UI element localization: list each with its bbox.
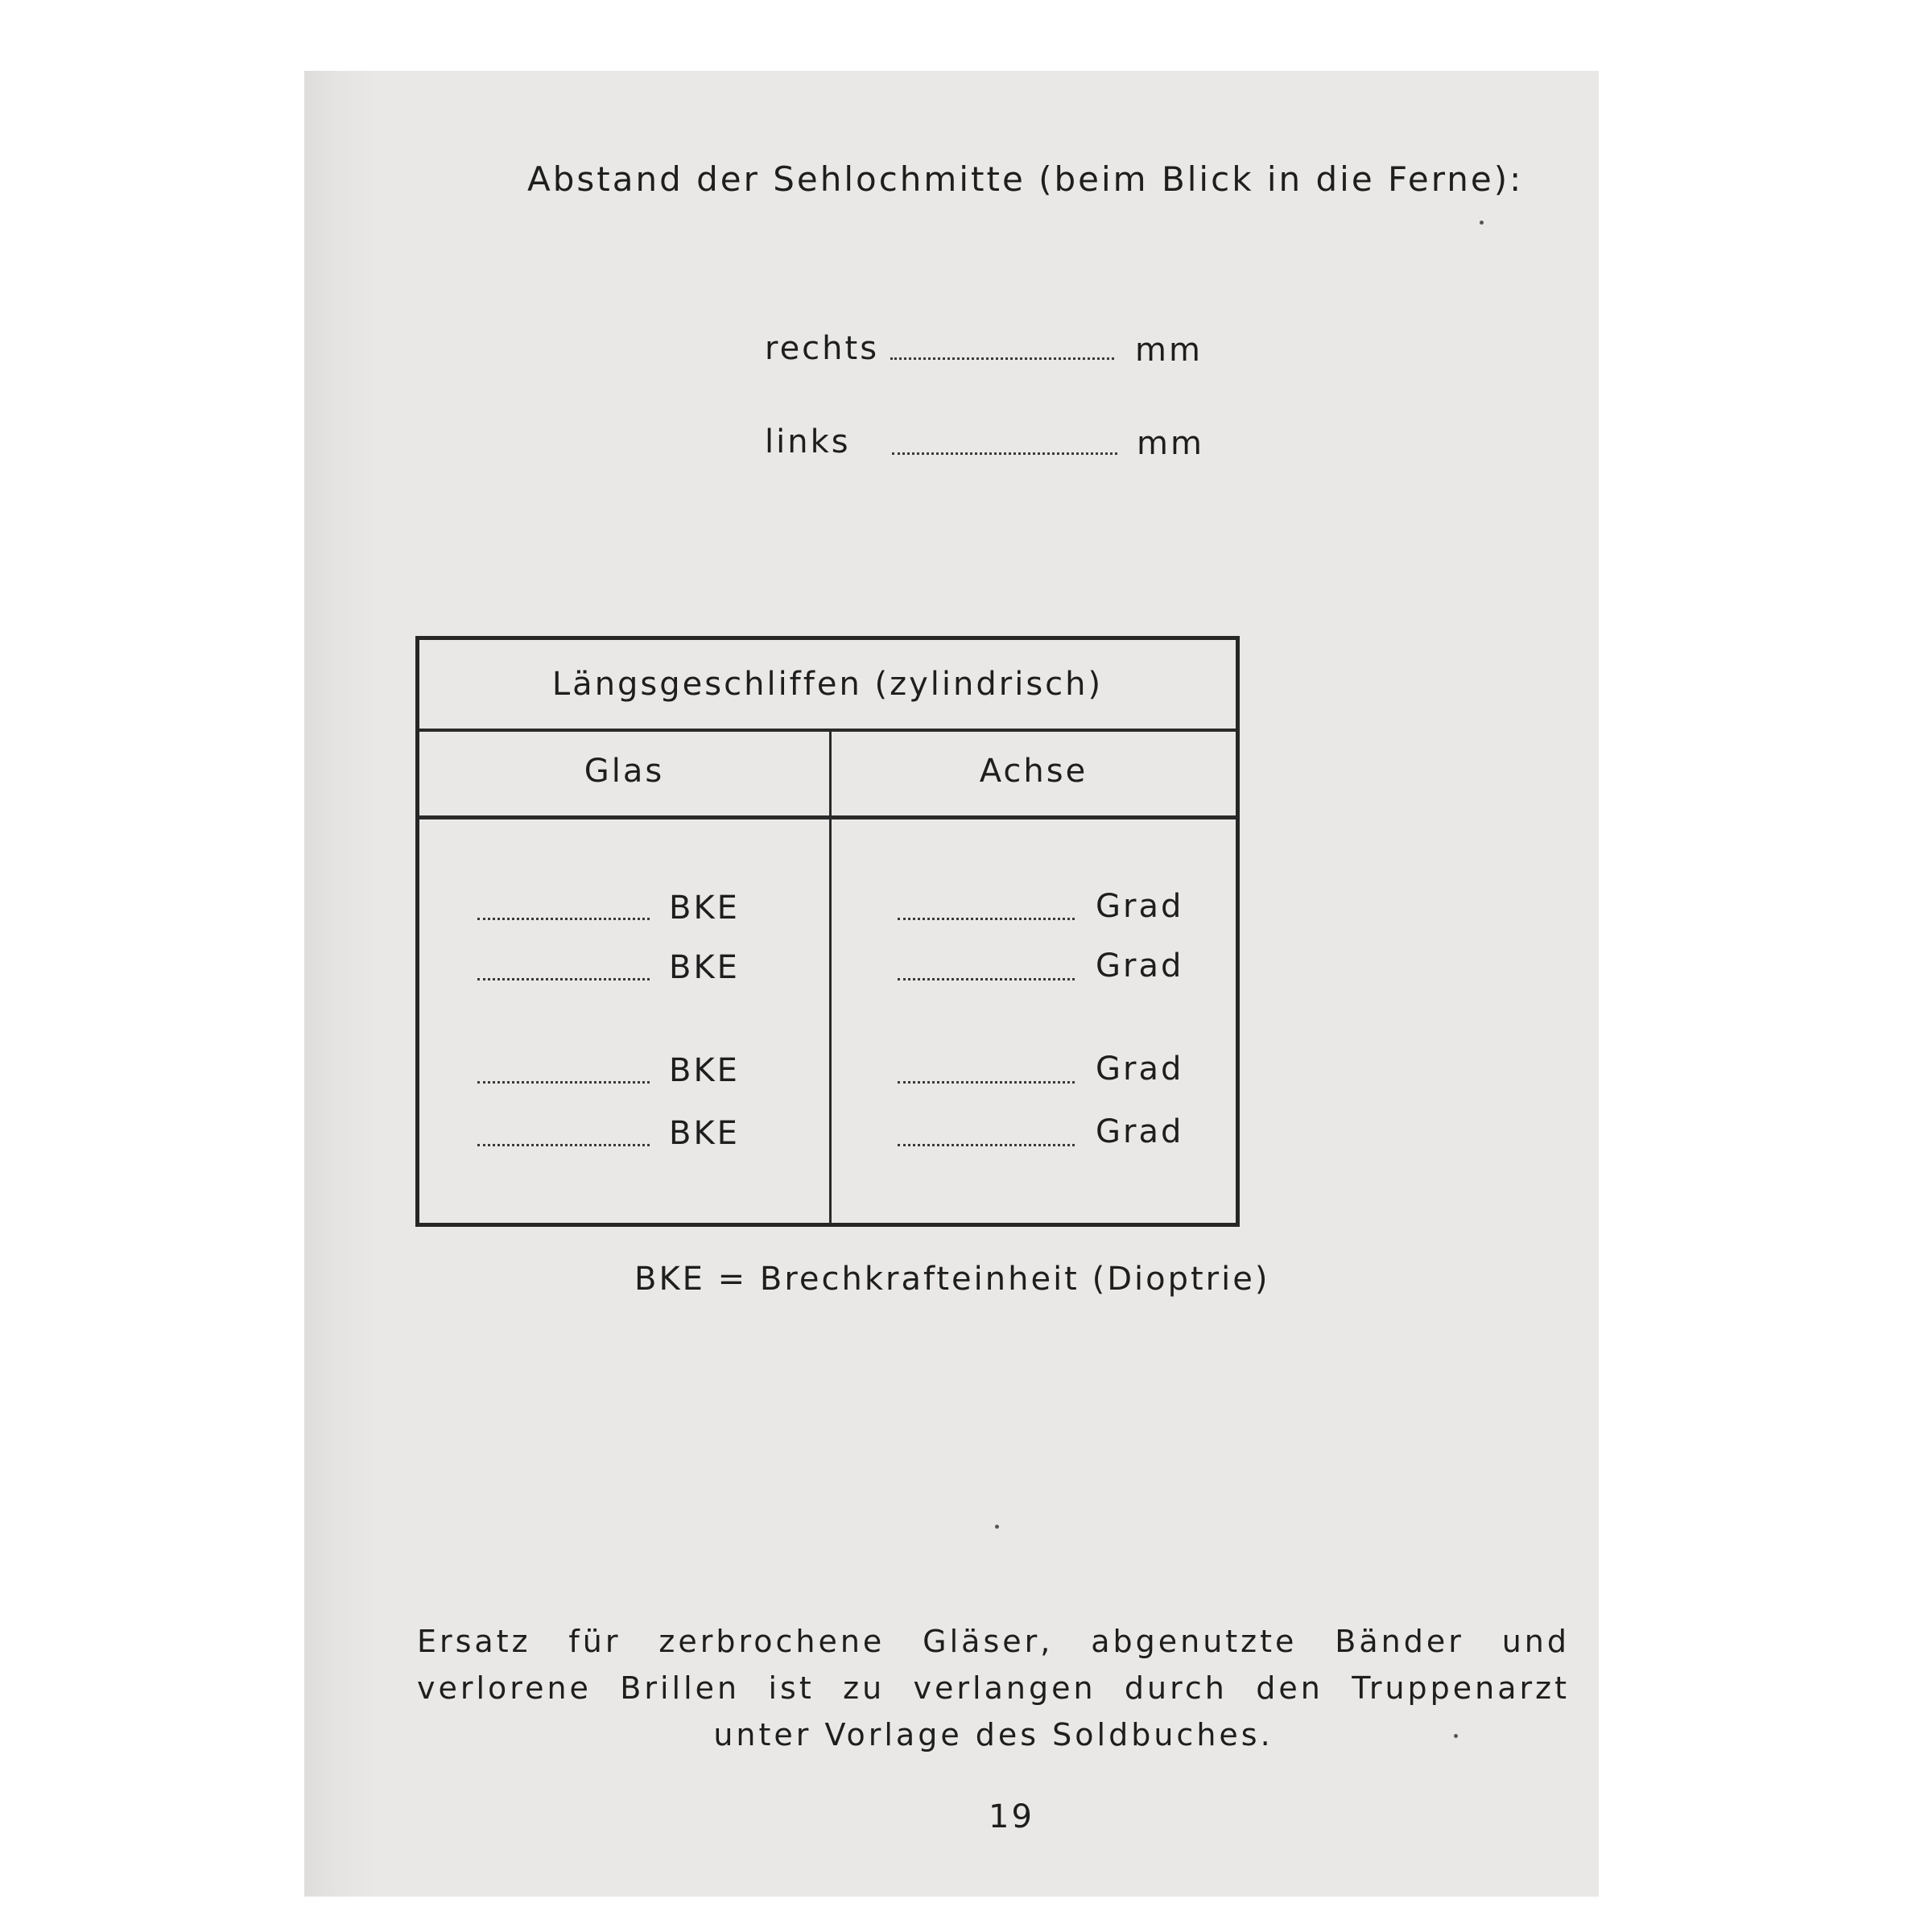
- table-column-divider: [829, 729, 832, 1223]
- achse-field-1[interactable]: [898, 918, 1075, 920]
- bke-legend: BKE = Brechkrafteinheit (Dioptrie): [634, 1261, 1270, 1298]
- glas-unit-3: BKE: [669, 1052, 740, 1089]
- print-speck: [995, 1525, 999, 1529]
- achse-field-2[interactable]: [898, 978, 1075, 980]
- glas-unit-4: BKE: [669, 1115, 740, 1152]
- right-label: rechts: [765, 330, 880, 367]
- table-divider-header: [419, 815, 1236, 819]
- glas-unit-2: BKE: [669, 949, 740, 986]
- print-speck: [1454, 1734, 1458, 1738]
- left-distance-field[interactable]: [892, 452, 1117, 455]
- achse-unit-2: Grad: [1096, 947, 1184, 985]
- page-gutter-shadow: [304, 71, 377, 1897]
- col-header-achse: Achse: [979, 753, 1088, 790]
- table-divider-title: [419, 729, 1236, 732]
- right-unit: mm: [1135, 332, 1203, 369]
- lens-table: [415, 636, 1240, 1227]
- glas-field-3[interactable]: [477, 1081, 650, 1084]
- glas-unit-1: BKE: [669, 890, 740, 927]
- glas-field-2[interactable]: [477, 978, 650, 980]
- col-header-glas: Glas: [584, 753, 665, 790]
- left-label: links: [765, 423, 851, 460]
- replacement-note: Ersatz für zerbrochene Gläser, abgenutzte Bänder und verlorene Brillen ist zu verlangen durch den Truppenarzt unter Vorlage des Soldbuches.: [417, 1624, 1570, 1752]
- left-unit: mm: [1137, 425, 1204, 462]
- achse-unit-4: Grad: [1096, 1113, 1184, 1150]
- table-title: Längsgeschliffen (zylindrisch): [551, 666, 1104, 703]
- achse-field-3[interactable]: [898, 1081, 1075, 1084]
- glas-field-4[interactable]: [477, 1144, 650, 1146]
- page-heading: Abstand der Sehlochmitte (beim Blick in die Ferne):: [527, 159, 1524, 199]
- glas-field-1[interactable]: [477, 918, 650, 920]
- achse-field-4[interactable]: [898, 1144, 1075, 1146]
- right-distance-field[interactable]: [890, 357, 1114, 360]
- achse-unit-1: Grad: [1096, 888, 1184, 925]
- print-speck: [1480, 221, 1484, 225]
- achse-unit-3: Grad: [1096, 1051, 1184, 1088]
- page-number: 19: [989, 1798, 1034, 1835]
